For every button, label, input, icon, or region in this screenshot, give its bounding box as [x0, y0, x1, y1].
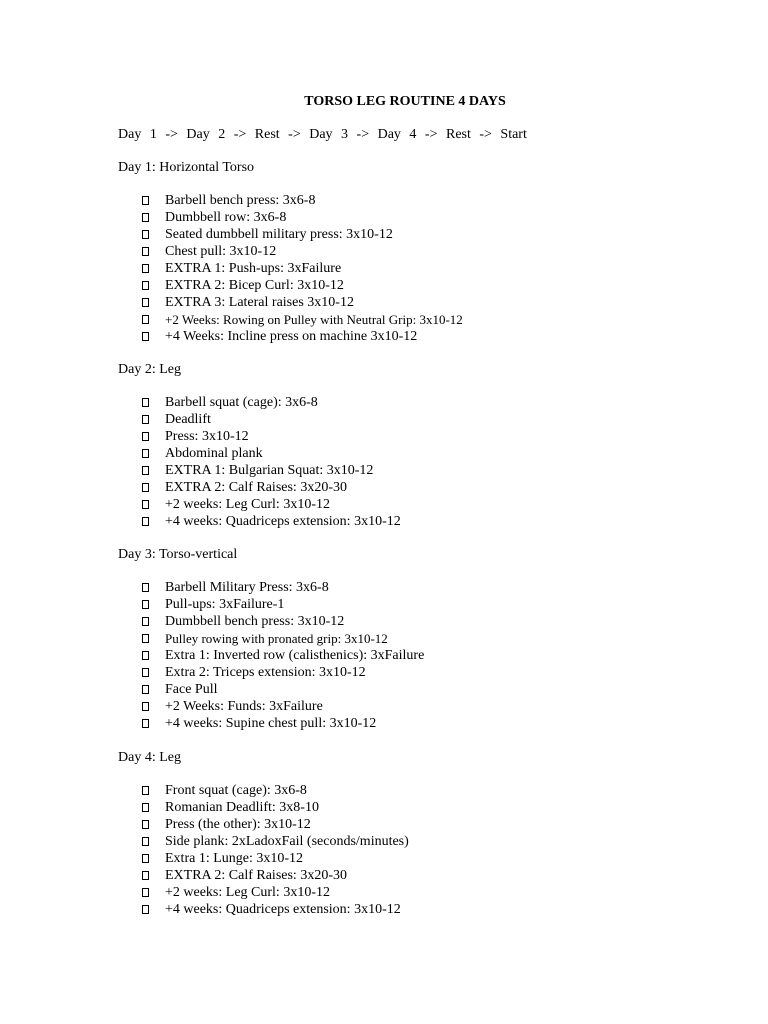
exercise-text: Side plank: 2xLadoxFail (seconds/minutes) — [165, 834, 409, 849]
exercise-text: Extra 1: Lunge: 3x10-12 — [165, 851, 304, 866]
checkbox-bullet-icon — [142, 213, 149, 222]
day-1-exercise-list — [142, 192, 463, 345]
checkbox-bullet-icon — [142, 837, 149, 846]
exercise-list-item — [142, 901, 409, 918]
exercise-text: EXTRA 2: Bicep Curl: 3x10-12 — [165, 278, 344, 293]
checkbox-bullet-icon — [142, 600, 149, 609]
exercise-text: +4 Weeks: Incline press on machine 3x10-12 — [165, 329, 418, 344]
exercise-text: Front squat (cage): 3x6-8 — [165, 783, 307, 798]
checkbox-bullet-icon — [142, 230, 149, 239]
day-2-heading: Day 2: Leg — [118, 362, 181, 377]
exercise-list-item — [142, 630, 424, 647]
schedule-sequence: Day 1 -> Day 2 -> Rest -> Day 3 -> Day 4 -> Rest -> Start — [118, 127, 527, 142]
exercise-list-item — [142, 226, 463, 243]
exercise-list-item — [142, 816, 409, 833]
exercise-list-item — [142, 782, 409, 799]
exercise-text: Barbell bench press: 3x6-8 — [165, 193, 316, 208]
checkbox-bullet-icon — [142, 905, 149, 914]
exercise-text: +2 Weeks: Funds: 3xFailure — [165, 699, 323, 714]
exercise-list-item — [142, 715, 424, 732]
exercise-text: Dumbbell bench press: 3x10-12 — [165, 614, 345, 629]
checkbox-bullet-icon — [142, 583, 149, 592]
exercise-list-item — [142, 428, 401, 445]
exercise-list-item — [142, 294, 463, 311]
checkbox-bullet-icon — [142, 432, 149, 441]
document-title: TORSO LEG ROUTINE 4 DAYS — [304, 94, 506, 109]
exercise-list-item — [142, 479, 401, 496]
exercise-list-item — [142, 462, 401, 479]
exercise-list-item — [142, 394, 401, 411]
exercise-text: Extra 1: Inverted row (calisthenics): 3xFailure — [165, 648, 425, 663]
exercise-text: EXTRA 2: Calf Raises: 3x20-30 — [165, 480, 347, 495]
checkbox-bullet-icon — [142, 651, 149, 660]
exercise-list-item — [142, 867, 409, 884]
checkbox-bullet-icon — [142, 685, 149, 694]
exercise-text: Seated dumbbell military press: 3x10-12 — [165, 227, 393, 242]
exercise-list-item — [142, 698, 424, 715]
exercise-list-item — [142, 192, 463, 209]
exercise-list-item — [142, 209, 463, 226]
exercise-text: EXTRA 1: Push-ups: 3xFailure — [165, 261, 342, 276]
exercise-text: EXTRA 1: Bulgarian Squat: 3x10-12 — [165, 463, 374, 478]
day-1-heading: Day 1: Horizontal Torso — [118, 160, 255, 175]
checkbox-bullet-icon — [142, 500, 149, 509]
exercise-list-item — [142, 579, 424, 596]
checkbox-bullet-icon — [142, 617, 149, 626]
exercise-text: Barbell squat (cage): 3x6-8 — [165, 395, 318, 410]
exercise-list-item — [142, 833, 409, 850]
checkbox-bullet-icon — [142, 332, 149, 341]
exercise-list-item — [142, 884, 409, 901]
checkbox-bullet-icon — [142, 415, 149, 424]
exercise-text: Press (the other): 3x10-12 — [165, 817, 311, 832]
day-4-exercise-list — [142, 782, 409, 918]
exercise-text: Deadlift — [165, 412, 211, 427]
checkbox-bullet-icon — [142, 888, 149, 897]
checkbox-bullet-icon — [142, 449, 149, 458]
checkbox-bullet-icon — [142, 719, 149, 728]
exercise-list-item — [142, 496, 401, 513]
checkbox-bullet-icon — [142, 315, 149, 324]
exercise-text: Barbell Military Press: 3x6-8 — [165, 580, 329, 595]
exercise-text: +2 weeks: Leg Curl: 3x10-12 — [165, 497, 330, 512]
checkbox-bullet-icon — [142, 517, 149, 526]
exercise-list-item — [142, 328, 463, 345]
checkbox-bullet-icon — [142, 196, 149, 205]
checkbox-bullet-icon — [142, 298, 149, 307]
day-2-exercise-list — [142, 394, 401, 530]
checkbox-bullet-icon — [142, 398, 149, 407]
exercise-text: Abdominal plank — [165, 446, 263, 461]
checkbox-bullet-icon — [142, 820, 149, 829]
exercise-text: Chest pull: 3x10-12 — [165, 244, 277, 259]
exercise-list-item — [142, 311, 463, 328]
exercise-list-item — [142, 850, 409, 867]
exercise-text: +2 Weeks: Rowing on Pulley with Neutral Grip: 3x10-12 — [165, 312, 463, 327]
exercise-list-item — [142, 664, 424, 681]
exercise-text: Extra 2: Triceps extension: 3x10-12 — [165, 665, 366, 680]
exercise-text: +4 weeks: Quadriceps extension: 3x10-12 — [165, 902, 401, 917]
exercise-text: EXTRA 2: Calf Raises: 3x20-30 — [165, 868, 347, 883]
day-3-heading: Day 3: Torso-vertical — [118, 547, 238, 562]
exercise-list-item — [142, 243, 463, 260]
exercise-list-item — [142, 799, 409, 816]
exercise-list-item — [142, 260, 463, 277]
exercise-list-item — [142, 613, 424, 630]
day-3-exercise-list — [142, 579, 424, 732]
exercise-list-item — [142, 513, 401, 530]
exercise-text: Dumbbell row: 3x6-8 — [165, 210, 287, 225]
exercise-text: EXTRA 3: Lateral raises 3x10-12 — [165, 295, 354, 310]
exercise-text: Face Pull — [165, 682, 218, 697]
exercise-list-item — [142, 681, 424, 698]
checkbox-bullet-icon — [142, 786, 149, 795]
exercise-text: Romanian Deadlift: 3x8-10 — [165, 800, 319, 815]
exercise-list-item — [142, 647, 424, 664]
exercise-text: Pull-ups: 3xFailure-1 — [165, 597, 285, 612]
exercise-list-item — [142, 596, 424, 613]
exercise-text: +2 weeks: Leg Curl: 3x10-12 — [165, 885, 330, 900]
checkbox-bullet-icon — [142, 634, 149, 643]
exercise-text: +4 weeks: Quadriceps extension: 3x10-12 — [165, 514, 401, 529]
checkbox-bullet-icon — [142, 264, 149, 273]
exercise-list-item — [142, 277, 463, 294]
exercise-list-item — [142, 411, 401, 428]
checkbox-bullet-icon — [142, 803, 149, 812]
exercise-text: Press: 3x10-12 — [165, 429, 249, 444]
exercise-text: Pulley rowing with pronated grip: 3x10-12 — [165, 631, 388, 646]
exercise-text: +4 weeks: Supine chest pull: 3x10-12 — [165, 716, 377, 731]
checkbox-bullet-icon — [142, 247, 149, 256]
checkbox-bullet-icon — [142, 871, 149, 880]
checkbox-bullet-icon — [142, 668, 149, 677]
checkbox-bullet-icon — [142, 483, 149, 492]
checkbox-bullet-icon — [142, 466, 149, 475]
checkbox-bullet-icon — [142, 281, 149, 290]
exercise-list-item — [142, 445, 401, 462]
checkbox-bullet-icon — [142, 702, 149, 711]
day-4-heading: Day 4: Leg — [118, 750, 181, 765]
checkbox-bullet-icon — [142, 854, 149, 863]
